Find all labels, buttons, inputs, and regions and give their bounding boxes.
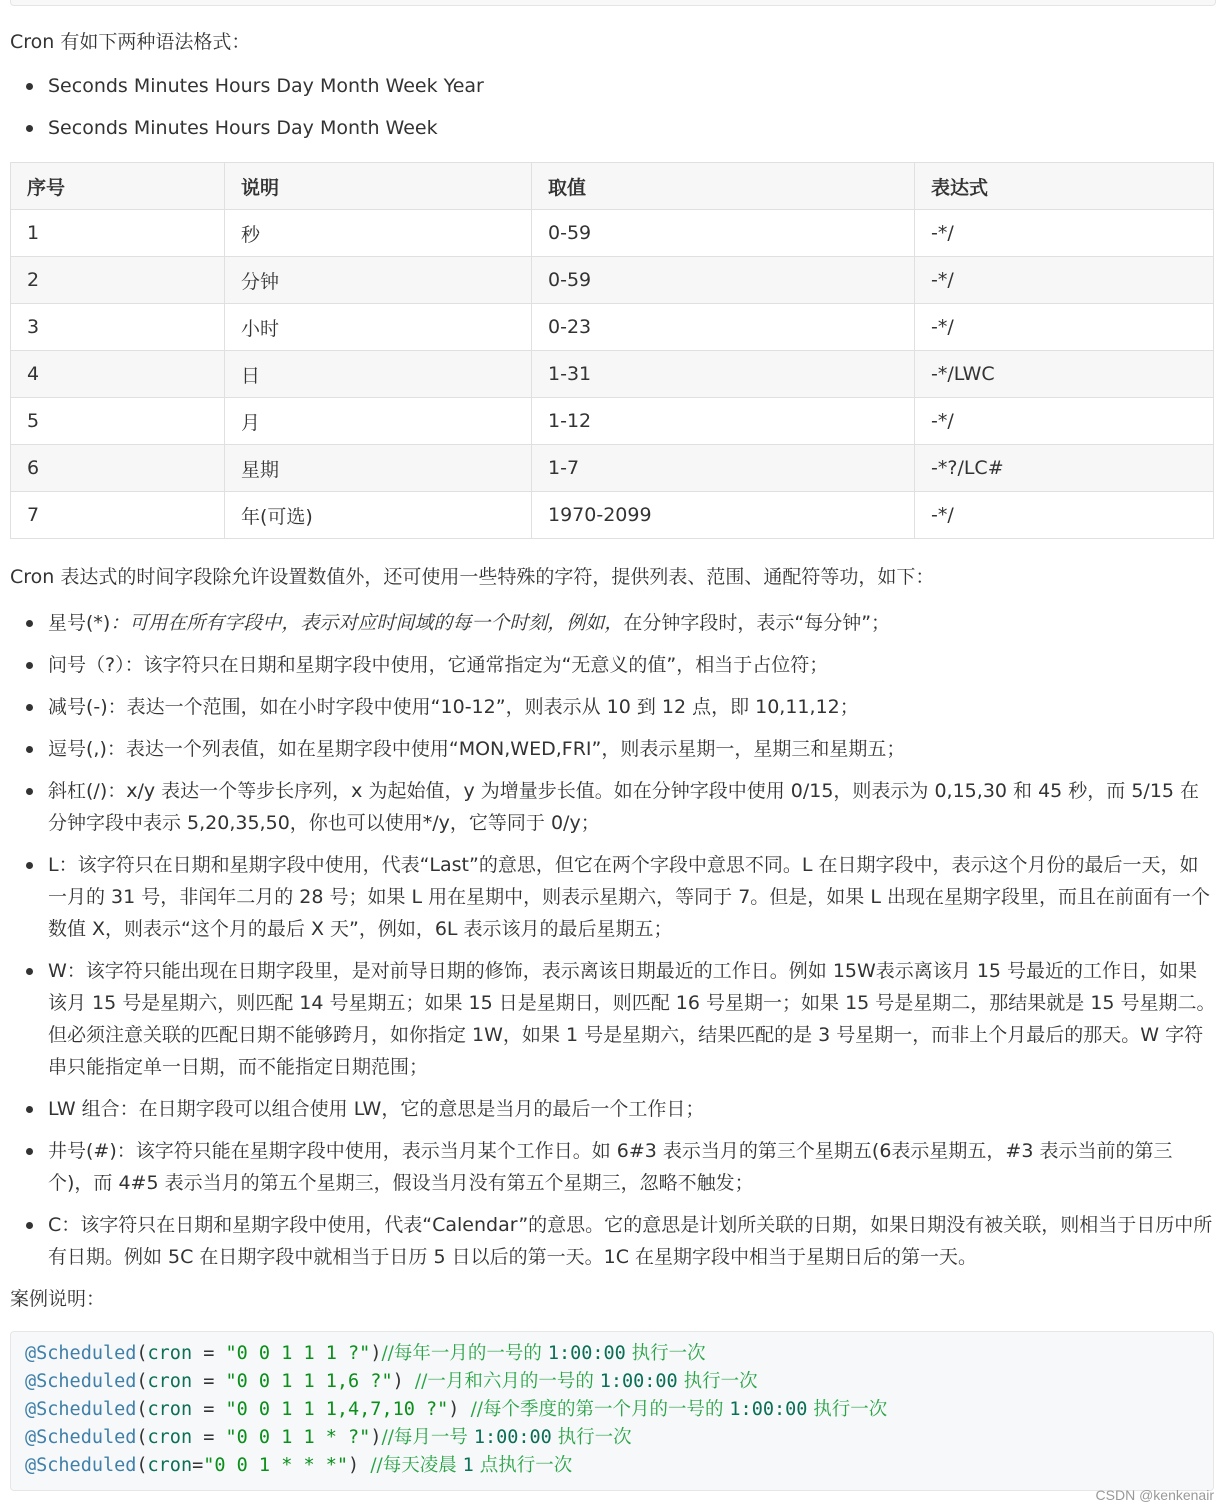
- annotation: @Scheduled: [25, 1371, 137, 1392]
- code-line: @Scheduled(cron = "0 0 1 1 1 ?")//每年一月的一号的 1:00:00 执行一次: [25, 1343, 706, 1364]
- previous-block-edge: [10, 0, 1216, 6]
- cron-string: "0 0 1 * * *": [203, 1455, 349, 1476]
- special-char-W: W：该字符只能出现在日期字段里，是对前导日期的修饰，表示离该日期最近的工作日。例如 15W表示离该月 15 号最近的工作日，如果该月 15 号是星期六，则匹配 14 号星期五；如果 15 日是星期日，则匹配 16 号星期一；如果 15 号是星期二，那结果就是 15 号星期二。但必须注意关联的匹配日期不能够跨月，如你指定 1W，如果 1 号是星期六，结果匹配的是 3 号星期一，而非上个月最后的那天。W 字符串只能指定单一日期，而不能指定日期范围；: [48, 955, 1216, 1083]
- special-char-C: C：该字符只在日期和星期字段中使用，代表“Calendar”的意思。它的意思是计划所关联的日期，如果日期没有被关联，则相当于日历中所有日期。例如 5C 在日期字段中就相当于日历 5 日以后的第一天。1C 在星期字段中相当于星期日后的第一天。: [48, 1209, 1216, 1273]
- cell-range: 1-12: [532, 398, 915, 445]
- annotation: @Scheduled: [25, 1399, 137, 1420]
- cell-index: 7: [11, 492, 225, 539]
- cell-description: 年(可选): [225, 492, 532, 539]
- cell-index: 4: [11, 351, 225, 398]
- annotation: @Scheduled: [25, 1455, 137, 1476]
- header-description: 说明: [225, 163, 532, 210]
- cell-range: 0-59: [532, 257, 915, 304]
- cell-expression: -*?/LC#: [915, 445, 1214, 492]
- watermark: CSDN @kenkenair: [1095, 1487, 1214, 1503]
- cell-description: 秒: [225, 210, 532, 257]
- code-block[interactable]: [10, 1331, 1214, 1491]
- header-expression: 表达式: [915, 163, 1214, 210]
- special-char-question: 问号（?）：该字符只在日期和星期字段中使用，它通常指定为“无意义的值”，相当于占位符；: [48, 649, 1216, 681]
- cron-string: "0 0 1 1 * ?": [225, 1427, 371, 1448]
- cell-index: 6: [11, 445, 225, 492]
- intro-paragraph: Cron 有如下两种语法格式：: [10, 31, 251, 53]
- example-title: 案例说明：: [10, 1288, 106, 1310]
- annotation: @Scheduled: [25, 1427, 137, 1448]
- code-comment: //每月一号: [381, 1427, 474, 1448]
- table-row: [11, 304, 1214, 351]
- code-comment: //每年一月的一号的: [381, 1343, 548, 1364]
- table-row: [11, 445, 1214, 492]
- special-chars-intro: Cron 表达式的时间字段除允许设置数值外，还可使用一些特殊的字符，提供列表、范围、通配符等功，如下：: [10, 566, 935, 588]
- special-char-minus: 减号(-)：表达一个范围，如在小时字段中使用“10-12”，则表示从 10 到 12 点，即 10,11,12；: [48, 691, 1216, 723]
- code-comment: //每天凌晨: [370, 1455, 463, 1476]
- cell-index: 5: [11, 398, 225, 445]
- annotation: @Scheduled: [25, 1343, 137, 1364]
- cell-range: 0-59: [532, 210, 915, 257]
- cell-expression: -*/: [915, 210, 1214, 257]
- star-tail-text: 在分钟字段时，表示“每分钟”；: [623, 612, 891, 634]
- code-line: @Scheduled(cron = "0 0 1 1 1,6 ?") //一月和六月的一号的 1:00:00 执行一次: [25, 1371, 758, 1392]
- cell-index: 1: [11, 210, 225, 257]
- cell-range: 1970-2099: [532, 492, 915, 539]
- cell-index: 3: [11, 304, 225, 351]
- cell-description: 日: [225, 351, 532, 398]
- syntax-format-item: Seconds Minutes Hours Day Month Week: [48, 112, 1216, 144]
- header-index: 序号: [11, 163, 225, 210]
- table-row: [11, 257, 1214, 304]
- cron-string: "0 0 1 1 1,4,7,10 ?": [225, 1399, 449, 1420]
- special-char-LW: LW 组合：在日期字段可以组合使用 LW，它的意思是当月的最后一个工作日；: [48, 1093, 1216, 1125]
- special-char-comma: 逗号(,)：表达一个列表值，如在星期字段中使用“MON,WED,FRI”，则表示星期一，星期三和星期五；: [48, 733, 1216, 765]
- cell-expression: -*/: [915, 398, 1214, 445]
- special-char-star: [48, 607, 1216, 639]
- cell-description: 星期: [225, 445, 532, 492]
- cell-description: 小时: [225, 304, 532, 351]
- table-row: [11, 398, 1214, 445]
- cell-expression: -*/: [915, 257, 1214, 304]
- header-range: 取值: [532, 163, 915, 210]
- code-comment: //每个季度的第一个月的一号的: [470, 1399, 730, 1420]
- syntax-format-list: [10, 70, 1216, 144]
- syntax-format-item: Seconds Minutes Hours Day Month Week Year: [48, 70, 1216, 102]
- cell-range: 1-7: [532, 445, 915, 492]
- code-line: @Scheduled(cron = "0 0 1 1 * ?")//每月一号 1:00:00 执行一次: [25, 1427, 632, 1448]
- cell-index: 2: [11, 257, 225, 304]
- table-row: [11, 210, 1214, 257]
- special-char-slash: 斜杠(/)：x/y 表达一个等步长序列，x 为起始值，y 为增量步长值。如在分钟字段中使用 0/15，则表示为 0,15,30 和 45 秒，而 5/15 在分钟字段中表示 5,20,35,50，你也可以使用*/y，它等同于 0/y；: [48, 775, 1216, 839]
- code-line: @Scheduled(cron = "0 0 1 1 1,4,7,10 ?") //每个季度的第一个月的一号的 1:00:00 执行一次: [25, 1399, 888, 1420]
- table-row: [11, 492, 1214, 539]
- table-header-row: [11, 163, 1214, 210]
- cell-range: 0-23: [532, 304, 915, 351]
- code-comment: //一月和六月的一号的: [414, 1371, 600, 1392]
- special-char-L: L：该字符只在日期和星期字段中使用，代表“Last”的意思，但它在两个字段中意思不同。L 在日期字段中，表示这个月份的最后一天，如一月的 31 号，非闰年二月的 28 号；如果 L 用在星期中，则表示星期六，等同于 7。但是，如果 L 出现在星期字段里，而且在前面有一个数值 X，则表示“这个月的最后 X 天”，例如，6L 表示该月的最后星期五；: [48, 849, 1216, 945]
- cell-description: 月: [225, 398, 532, 445]
- cell-expression: -*/: [915, 304, 1214, 351]
- special-chars-list: [10, 607, 1216, 1273]
- cell-range: 1-31: [532, 351, 915, 398]
- cell-expression: -*/: [915, 492, 1214, 539]
- article-content: [10, 26, 1216, 1491]
- cell-expression: -*/LWC: [915, 351, 1214, 398]
- special-char-hash: 井号(#)：该字符只能在星期字段中使用，表示当月某个工作日。如 6#3 表示当月的第三个星期五(6表示星期五，#3 表示当前的第三个)，而 4#5 表示当月的第五个星期三，假设当月没有第五个星期三，忽略不触发；: [48, 1135, 1216, 1199]
- star-italic-text: ：可用在所有字段中，表示对应时间域的每一个时刻，例如，: [110, 612, 624, 634]
- cell-description: 分钟: [225, 257, 532, 304]
- cron-string: "0 0 1 1 1,6 ?": [225, 1371, 393, 1392]
- star-label: 星号(*): [48, 612, 111, 634]
- table-row: [11, 351, 1214, 398]
- cron-fields-table: [10, 162, 1214, 539]
- cron-string: "0 0 1 1 1 ?": [225, 1343, 371, 1364]
- code-line: @Scheduled(cron="0 0 1 * * *") //每天凌晨 1 点执行一次: [25, 1455, 573, 1476]
